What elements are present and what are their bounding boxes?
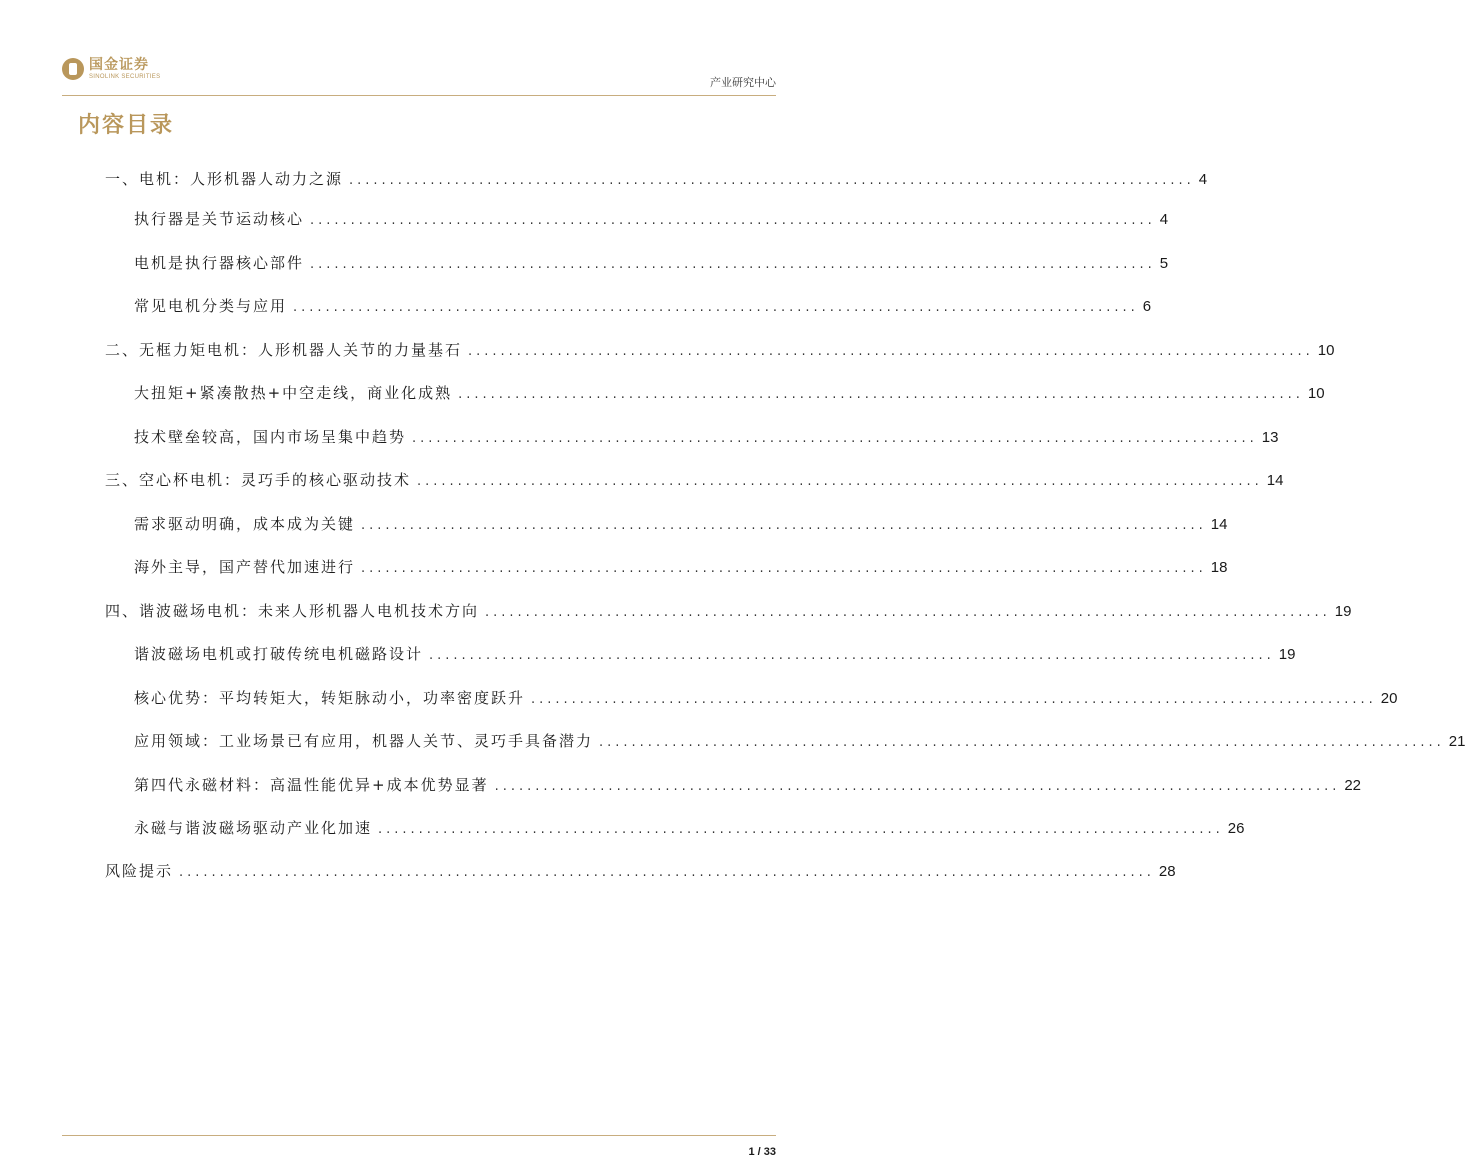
toc-entry-4-2[interactable] [134, 687, 1398, 711]
toc-entry-label: 三、空心杯电机：灵巧手的核心驱动技术 [105, 471, 412, 489]
logo-english-name: SINOLINK SECURITIES [89, 74, 161, 80]
toc-entry-page: 5 [1159, 255, 1169, 272]
toc-entry-4[interactable] [105, 600, 1352, 624]
toc-entry-3-2[interactable] [134, 556, 1228, 580]
toc-entry-4-4[interactable] [134, 774, 1362, 798]
toc-leader-dots: ........................................................................................................ [494, 779, 1341, 794]
toc-leader-dots: ........................................................................................................ [361, 561, 1207, 576]
toc-entry-page: 14 [1210, 516, 1228, 533]
toc-entry-1-2[interactable] [134, 252, 1169, 276]
toc-entry-page: 28 [1158, 863, 1176, 880]
toc-entry-4-5[interactable] [134, 817, 1245, 841]
toc-entry-page: 21 [1448, 733, 1465, 750]
toc-leader-dots: ........................................................................................................ [599, 735, 1445, 750]
logo-emblem-icon [62, 58, 84, 80]
toc-entry-page: 20 [1380, 690, 1398, 707]
toc-entry-page: 10 [1317, 342, 1335, 359]
toc-entry-page: 18 [1210, 559, 1228, 576]
toc-entry-3-1[interactable] [134, 513, 1228, 537]
toc-leader-dots: ........................................................................................................ [412, 431, 1258, 446]
toc-entry-4-3[interactable] [134, 730, 1465, 754]
toc-leader-dots: ........................................................................................................ [378, 822, 1224, 837]
toc-entry-4-1[interactable] [134, 643, 1296, 667]
toc-entry-label: 风险提示 [105, 862, 174, 880]
toc-entry-page: 13 [1261, 429, 1279, 446]
toc-leader-dots: ........................................................................................................ [417, 474, 1263, 489]
toc-entry-page: 26 [1227, 820, 1245, 837]
toc-entry-1[interactable] [105, 168, 1208, 192]
toc-entry-label: 需求驱动明确，成本成为关键 [134, 515, 356, 533]
toc-entry-label: 常见电机分类与应用 [134, 297, 288, 315]
toc-leader-dots: ........................................................................................................ [361, 518, 1207, 533]
toc-entry-page: 14 [1266, 472, 1284, 489]
logo-chinese-name: 国金证券 [89, 57, 149, 73]
toc-entry-page: 10 [1307, 385, 1325, 402]
toc-entry-label: 海外主导，国产替代加速进行 [134, 558, 356, 576]
page-header [62, 58, 776, 94]
toc-entry-label: 技术壁垒较高，国内市场呈集中趋势 [134, 428, 407, 446]
sinolink-logo [62, 58, 160, 80]
toc-entry-label: 核心优势：平均转矩大，转矩脉动小，功率密度跃升 [134, 689, 526, 707]
toc-entry-2-2[interactable] [134, 426, 1279, 450]
toc-leader-dots: ........................................................................................................................ [179, 865, 1155, 880]
toc-entry-label: 执行器是关节运动核心 [134, 210, 305, 228]
toc-entry-page: 4 [1198, 171, 1208, 188]
toc-entry-3[interactable] [105, 469, 1284, 493]
toc-entry-page: 19 [1278, 646, 1296, 663]
department-label: 产业研究中心 [710, 76, 776, 89]
toc-leader-dots: ........................................................................................................ [531, 692, 1377, 707]
toc-entry-label: 应用领域：工业场景已有应用，机器人关节、灵巧手具备潜力 [134, 732, 594, 750]
toc-leader-dots: ........................................................................................................ [293, 300, 1139, 315]
toc-entry-label: 第四代永磁材料：高温性能优异+成本优势显著 [134, 776, 489, 794]
toc-entry-page: 6 [1142, 298, 1152, 315]
toc-entry-label: 二、无框力矩电机：人形机器人关节的力量基石 [105, 341, 463, 359]
toc-leader-dots: ........................................................................................................ [349, 173, 1195, 188]
page-indicator: 1 / 33 [748, 1146, 776, 1158]
toc-title: 内容目录 [78, 113, 175, 138]
toc-entry-page: 22 [1344, 777, 1362, 794]
toc-entry-label: 谐波磁场电机或打破传统电机磁路设计 [134, 645, 424, 663]
toc-entry-label: 永磁与谐波磁场驱动产业化加速 [134, 819, 373, 837]
toc-leader-dots: ........................................................................................................ [468, 344, 1314, 359]
toc-entry-page: 4 [1159, 211, 1169, 228]
toc-entry-1-3[interactable] [134, 295, 1152, 319]
toc-entry-label: 四、谐波磁场电机：未来人形机器人电机技术方向 [105, 602, 480, 620]
footer-divider [62, 1135, 776, 1136]
toc-entry-risk[interactable] [105, 860, 1176, 884]
toc-entry-2-1[interactable] [134, 382, 1325, 406]
toc-entry-label: 电机是执行器核心部件 [134, 254, 305, 272]
toc-entry-label: 一、电机：人形机器人动力之源 [105, 170, 344, 188]
toc-entry-2[interactable] [105, 339, 1335, 363]
header-divider [62, 95, 776, 96]
toc-leader-dots: ........................................................................................................ [458, 387, 1304, 402]
toc-leader-dots: ........................................................................................................ [485, 605, 1331, 620]
toc-entry-1-1[interactable] [134, 208, 1169, 232]
toc-leader-dots: ........................................................................................................ [429, 648, 1275, 663]
toc-leader-dots: ........................................................................................................ [310, 257, 1156, 272]
toc-leader-dots: ........................................................................................................ [310, 213, 1156, 228]
toc-entry-label: 大扭矩+紧凑散热+中空走线，商业化成熟 [134, 384, 453, 402]
toc-entry-page: 19 [1334, 603, 1352, 620]
